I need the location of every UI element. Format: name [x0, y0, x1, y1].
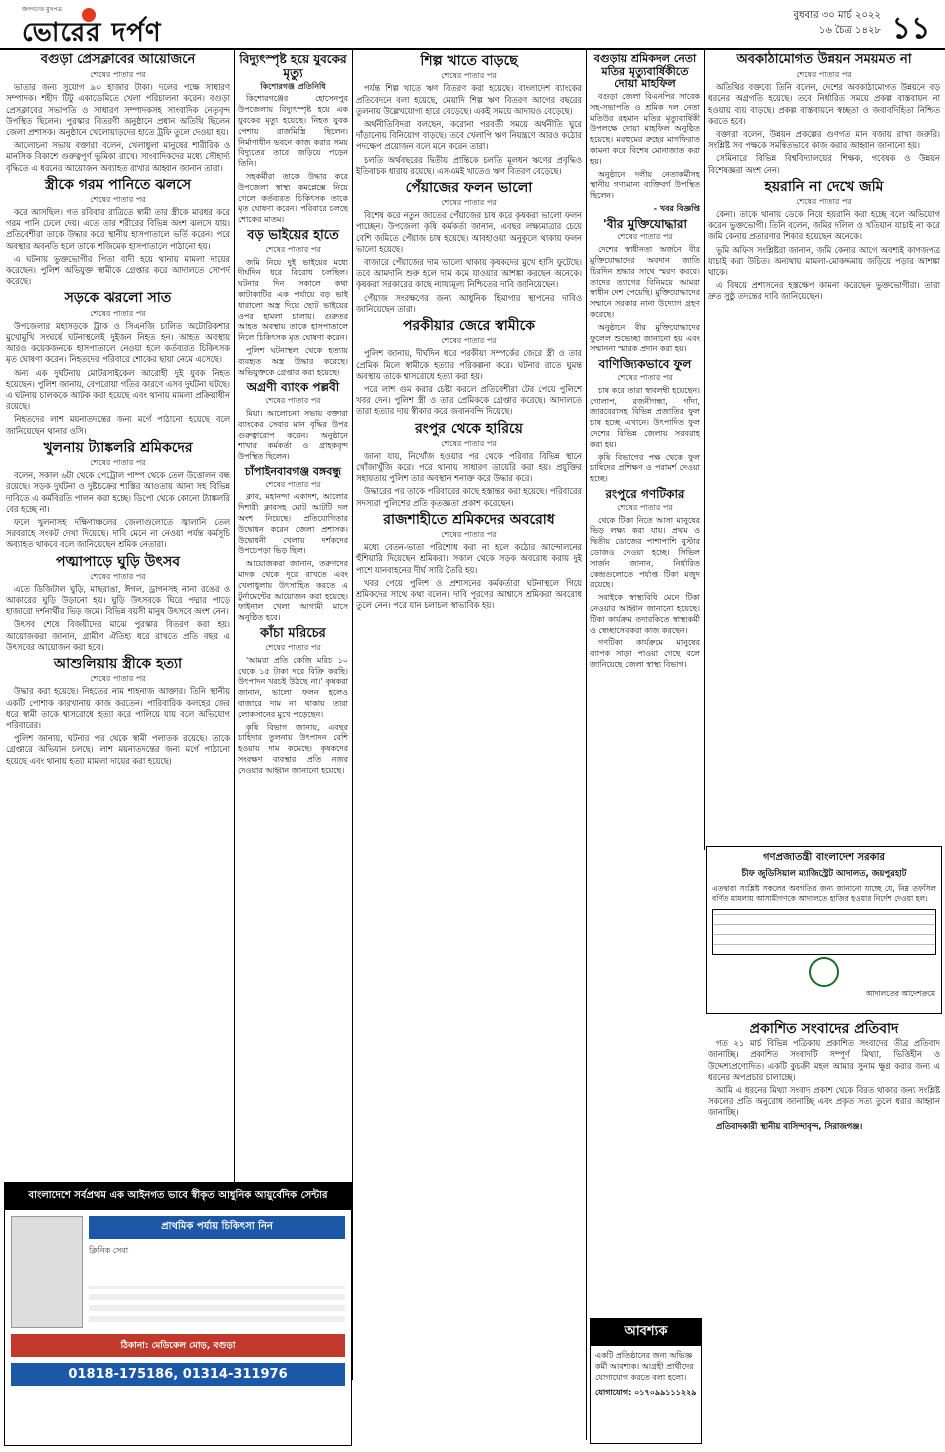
protest-notice — [708, 1018, 940, 1442]
court-notice-table — [712, 909, 936, 955]
headline-chapai-bangabandhu: চাঁপাইনবাবগঞ্জ বঙ্গবন্ধু — [244, 465, 342, 479]
headline-onion-yield: পেঁয়াজের ফলন ভালো — [405, 179, 533, 196]
article-paragraph: পুলিশ ঘটনাস্থল থেকে হত্যায় ব্যবহৃত অস্ত্র উদ্ধার করেছে। অভিযুক্তকে গ্রেপ্তার করা হয়েছে। — [238, 346, 348, 377]
headline-green-chili: কাঁচা মরিচের — [260, 626, 326, 642]
article-paragraph: বাজারে পেঁয়াজের দাম ভালো থাকায় কৃষকদের মুখে হাসি ফুটেছে। তবে আমদানি শুরু হলে দাম কমে যাওয়ার আশঙ্কা করছেন অনেকে। কৃষকরা সরকারের কাছে ন্যায্যমূল্য নিশ্চিতের দাবি জানিয়েছেন। — [356, 257, 582, 290]
page-number: ১১ — [891, 11, 931, 46]
article-paragraph: নিহতদের লাশ ময়নাতদন্তের জন্য মর্গে পাঠানো হয়েছে বলে জানিয়েছেন থানার ওসি। — [6, 414, 230, 436]
date-bengali: ১৬ চৈত্র ১৪২৮ — [818, 25, 881, 36]
headline-khulna-tanklorry: খুলনায় ট্যাঙ্কলরি শ্রমিকদের — [43, 439, 193, 456]
clinic-headline: প্রাথমিক পর্যায় চিকিৎসা নিন — [89, 1216, 345, 1239]
article-paragraph: অতিথির বক্তব্যে তিনি বলেন, দেশের অবকাঠামোগত উন্নয়নে বড় ধরনের অগ্রগতি হয়েছে। তবে নির্ধারিত সময়ে প্রকল্প বাস্তবায়ন না হওয়ায় ব্যয় বাড়ছে। প্রকল্প বাস্তবায়নে স্বচ্ছতা ও জবাবদিহিতা নিশ্চিত করতে হবে। — [708, 82, 940, 126]
article-paragraph: গত ২১ মার্চ বিভিন্ন পত্রিকায় প্রকাশিত সংবাদের তীব্র প্রতিবাদ জানাচ্ছি। প্রকাশিত সংবাদটি সম্পূর্ণ মিথ্যা, ভিত্তিহীন ও উদ্দেশ্যপ্রণোদিত। একটি কুচক্রী মহল আমার সুনাম ক্ষুণ্ণ করার জন্য এ ধরনের অপপ্রচার চালাচ্ছে। — [708, 1038, 940, 1082]
article-paragraph: অনুষ্ঠানে দলীয় নেতাকর্মীসহ স্থানীয় গণ্যমান্য ব্যক্তিবর্গ উপস্থিত ছিলেন। — [590, 169, 700, 201]
article-paragraph: এ বিষয়ে প্রশাসনের হস্তক্ষেপ কামনা করেছেন ভুক্তভোগীরা। তারা দ্রুত সুষ্ঠু তদন্তের দাবি জানিয়েছেন। — [708, 280, 940, 302]
continued-label: শেষের পাতার পর — [265, 642, 321, 652]
article-paragraph: উৎসব শেষে বিজয়ীদের মাঝে পুরস্কার বিতরণ করা হয়। আয়োজকরা জানান, গ্রামীণ ঐতিহ্য ধরে রাখতে প্রতি বছর এ উৎসবের আয়োজন করা হবে। — [6, 619, 230, 652]
article-paragraph: অন্য এক দুর্ঘটনায় মোটরসাইকেল আরোহী দুই যুবক নিহত হয়েছেন। পুলিশ জানায়, বেপরোয়া গতির কারণে এসব দুর্ঘটনা ঘটছে। এ ঘটনায় চালককে আটক করা হয়েছে এবং থানায় মামলা প্রক্রিয়াধীন রয়েছে। — [6, 367, 230, 412]
article-credit: - খবর বিজ্ঞপ্তি — [653, 203, 700, 213]
article-paragraph: ভাতার জন্য সুযোগ ৯০ হাজার টাকা। দলের পক্ষে সাধারণ সম্পাদক। শহীদ টিটু একাডেমিতে খেলা পরিচালনা করেন। বগুড়া প্রেসক্লাবের সভাপতি ও সাধারণ সম্পাদকসহ সাংবাদিক নেতৃবৃন্দ উপস্থিত ছিলেন। পুরস্কার বিতরণী অনুষ্ঠানে প্রধান অতিথি ছিলেন জেলা প্রশাসক। অনুষ্ঠানে খেলোয়াড়দের হাতে ট্রফি তুলে দেওয়া হয়। — [6, 82, 230, 137]
headline-kite-festival: পত্মাপাড়ে ঘুড়ি উৎসব — [55, 553, 181, 570]
newspaper-logo — [22, 6, 192, 46]
article-paragraph: বক্তারা বলেন, উন্নয়ন প্রকল্পের গুণগত মান বজায় রাখা জরুরি। সংশ্লিষ্ট সব পক্ষকে সমন্বিতভাবে কাজ করার আহ্বান জানানো হয়। — [708, 128, 940, 151]
continued-label: শেষের পাতার পর — [90, 457, 146, 467]
article-paragraph: থেকে টিকা নিতে আসা মানুষের ভিড় লক্ষ্য করা যায়। প্রথম ও দ্বিতীয় ডোজের পাশাপাশি বুস্টার ডোজও দেওয়া হচ্ছে। সিভিল সার্জন জানান, নির্ধারিত কেন্দ্রগুলোতে পর্যাপ্ত টিকা মজুদ রয়েছে। — [590, 515, 700, 590]
doctor-photo — [11, 1216, 83, 1328]
article-paragraph: চাষ করে তারা স্বাবলম্বী হয়েছেন। গোলাপ, রজনীগন্ধা, গাঁদা, জারবেরাসহ বিভিন্ন প্রজাতির ফুল চাষ হচ্ছে এখানে। উৎপাদিত ফুল দেশের বিভিন্ন জেলায় সরবরাহ করা হয়। — [590, 385, 700, 449]
wanted-title: আবশ্যক — [591, 1319, 701, 1346]
continued-label: শেষের পাতার পর — [265, 396, 321, 406]
headline-road-accident: সড়কে ঝরলো সাত — [64, 290, 172, 307]
date-gregorian: বুধবার ৩০ মার্চ ২০২২ — [793, 10, 881, 21]
article-paragraph: আমি এ ধরনের মিথ্যা সংবাদ প্রকাশ থেকে বিরত থাকার জন্য সংশ্লিষ্ট সকলের প্রতি অনুরোধ জানাচ্ছি এবং প্রকৃত সত্য তুলে ধরার আহ্বান জানাচ্ছি। — [708, 1084, 940, 1118]
continued-label: শেষের পাতার পর — [90, 571, 146, 581]
headline-elder-brother: বড় ভাইয়ের হাতে — [247, 227, 339, 243]
article-paragraph: বগুড়া জেলা বিএনপির সাবেক সহ-সভাপতি ও শ্রমিক দল নেতা মতিউর রহমান মতির মৃত্যুবার্ষিকী উপলক্ষে দোয়া মাহফিল অনুষ্ঠিত হয়েছে। মরহুমের রুহের মাগফিরাত কামনা করে বিশেষ মোনাজাত করা হয়। — [590, 91, 700, 166]
headline-rajshahi-blockade: রাজশাহীতে শ্রমিকদের অবরোধ — [383, 511, 555, 528]
article-paragraph: সবাইকে স্বাস্থ্যবিধি মেনে টিকা নেওয়ার আহ্বান জানানো হয়েছে। টিকা কার্যক্রম তদারকিতে স্বাস্থ্যকর্মী ও স্বেচ্ছাসেবকরা কাজ করছেন। — [590, 593, 700, 635]
headline-protest: প্রকাশিত সংবাদের প্রতিবাদ — [749, 1021, 899, 1037]
continued-label: শেষের পাতার পর — [441, 438, 497, 448]
continued-label: শেষের পাতার পর — [441, 336, 497, 346]
masthead — [0, 0, 945, 50]
continued-label: শেষের পাতার পর — [796, 69, 852, 79]
article-paragraph: এতে ডিজিটাল ঘুড়ি, মাছরাঙা, ঈগল, ড্রাগনসহ নানা রঙের ও আকারের ঘুড়ি উড়ানো হয়। ঘুড়ি উৎসবকে ঘিরে পদ্মার পাড়ে হাজারো দর্শনার্থীর ভিড় জমে। বিভিন্ন বয়সী মানুষ উৎসবে অংশ নেন। — [6, 583, 230, 617]
court-notice-footer: আদালতের আদেশক্রমে — [865, 989, 935, 998]
continued-label: শেষের পাতার পর — [265, 244, 321, 254]
continued-label: শেষের পাতার পর — [796, 196, 852, 206]
article-paragraph: অনুষ্ঠানে বীর মুক্তিযোদ্ধাদের ফুলেল শুভেচ্ছা জানানো হয় এবং সম্মাননা স্মারক প্রদান করা হয়। — [590, 322, 700, 354]
court-notice-body: এতদ্বারা সংশ্লিষ্ট সকলের অবগতির জন্য জানানো যাচ্ছে যে, নিম্ন তফসিল বর্ণিত মামলায় আসামীগণকে আদালতে হাজির হওয়ার নির্দেশ দেওয়া হল। — [712, 884, 936, 903]
headline-freedom-fighters: 'বীর মুক্তিযোদ্ধারা — [603, 216, 687, 231]
article-paragraph: সহকর্মীরা তাকে উদ্ধার করে উপজেলা স্বাস্থ্য কমপ্লেক্সে নিয়ে গেলে কর্তব্যরত চিকিৎসক তাকে মৃত ঘোষণা করেন। পরিবারে চলছে শোকের মাতম। — [238, 171, 348, 225]
headline-extramarital: পরকীয়ার জেরে স্বামীকে — [402, 318, 536, 335]
article-paragraph: আয়োজকরা জানান, তরুণদের মাদক থেকে দূরে রাখতে এবং খেলাধুলায় উৎসাহিত করতে এ টুর্নামেন্টের আয়োজন করা হয়েছে। ফাইনাল খেলা আগামী মাসে অনুষ্ঠিত হবে। — [238, 559, 348, 623]
headline-commercial-flower: বাণিজ্যিকভাবে ফুল — [598, 357, 692, 372]
court-notice — [706, 846, 942, 1014]
column-4 — [590, 50, 700, 1440]
article-paragraph: পুলিশ জানায়, দীর্ঘদিন ধরে পরকীয়া সম্পর্কের জেরে স্ত্রী ও তার প্রেমিক মিলে স্বামীকে হত্যার পরিকল্পনা করে। ঘটনার রাতে ঘুমন্ত অবস্থায় তাকে শ্বাসরোধে হত্যা করা হয়। — [356, 348, 582, 381]
article-paragraph: উপজেলার মহাসড়কে ট্রাক ও সিএনজি চালিত অটোরিকশার মুখোমুখি সংঘর্ষে ঘটনাস্থলেই দুইজন নিহত হন। আহত অবস্থায় আরও কয়েকজনকে হাসপাতালে নেওয়া হলে কর্তব্যরত চিকিৎসক মৃত ঘোষণা করেন। নিহতদের পরিবারে শোকের ছায়া নেমে এসেছে। — [6, 320, 230, 365]
continued-label: শেষের পাতার পর — [441, 71, 497, 81]
column-3 — [356, 50, 582, 1440]
article-paragraph: অর্থনীতিবিদরা বলছেন, করোনা পরবর্তী সময়ে অর্থনীতি ঘুরে দাঁড়ানোয় বিনিয়োগ বাড়ছে। তবে খেলাপি ঋণ নিয়ন্ত্রণে আরও কঠোর পদক্ষেপ প্রয়োজন বলে মনে করেন তারা। — [356, 118, 582, 152]
continued-label: শেষের পাতার পর — [617, 373, 673, 383]
column-2 — [238, 50, 348, 1180]
article-paragraph: প্রতিবাদকারী স্থানীয় বাসিন্দাবৃন্দ, সিরাজগঞ্জ। — [716, 1120, 863, 1131]
article-paragraph: কৃষি বিভাগ জানায়, এবছর চাহিদার তুলনায় উৎপাদন বেশি হওয়ায় দাম কমেছে। কৃষকদের সংরক্ষণ ব্যবস্থার প্রতি নজর দেওয়ার আহ্বান জানানো হয়েছে। — [238, 722, 348, 775]
logo-text: ভোরের দর্পণ — [22, 18, 162, 48]
headline-land-harassment: হয়রানি না দেখে জমি — [764, 178, 884, 195]
wanted-advertisement — [590, 1318, 702, 1444]
article-paragraph: উদ্ধারের পর তাকে পরিবারের কাছে হস্তান্তর করা হয়েছে। পরিবারের সদস্যরা পুলিশের প্রতি কৃতজ্ঞতা প্রকাশ করেছেন। — [356, 486, 582, 508]
wanted-contact: যোগাযোগ: ০১৭০৯৯১১১২২৯ — [595, 1388, 697, 1397]
continued-label: শেষের পাতার পর — [441, 529, 497, 539]
dateline — [793, 8, 881, 38]
continued-label: শেষের পাতার পর — [90, 308, 146, 318]
article-paragraph: বিশেষ করে নতুন জাতের পেঁয়াজের চাষ করে কৃষকরা ভালো ফলন পাচ্ছেন। উপজেলা কৃষি কর্মকর্তা জানান, এবছর লক্ষ্যমাত্রার চেয়ে বেশি জমিতে পেঁয়াজ চাষ হয়েছে। আবহাওয়া অনুকূলে থাকায় ফলন ভালো হয়েছে। — [356, 210, 582, 254]
wanted-body: একটি প্রতিষ্ঠানের জন্য অভিজ্ঞ কর্মী আবশ্যক। আগ্রহী প্রার্থীদের যোগাযোগ করতে বলা হলো। — [595, 1351, 694, 1382]
continued-label: শেষের পাতার পর — [265, 479, 321, 489]
headline-ashulia-murder: আশুলিয়ায় স্ত্রীকে হত্যা — [53, 656, 183, 673]
clinic-banner: বাংলাদেশে সর্বপ্রথম এক আইনগত ভাবে স্বীকৃত আধুনিক আয়ুর্বেদিক সেন্টার — [5, 1183, 351, 1210]
headline-doa-mahfil: বগুড়ায় শ্রমিকদল নেতা মতির মৃত্যুবার্ষিকীতে দোয়া মাহফিল — [593, 52, 697, 91]
court-notice-title: গণপ্রজাতন্ত্রী বাংলাদেশ সরকার — [763, 852, 885, 863]
article-paragraph: করে আসছিল। গত রবিবার রাত্রিতে স্বামী তার স্ত্রীকে মারধর করে গরম পানি ঢেলে দেয়। এতে তার শরীরের বিভিন্ন অংশ ঝলসে যায়। প্রতিবেশীরা তাকে উদ্ধার করে স্থানীয় হাসপাতালে ভর্তি করেন। পরে অবস্থার অবনতি হলে তাকে শজিমেক হাসপাতালে পাঠানো হয়। — [6, 207, 230, 251]
column-1 — [6, 50, 230, 1380]
article-paragraph: গণটিকা কার্যক্রমে মানুষের ব্যাপক সাড়া পাওয়া গেছে বলে জানিয়েছে জেলা স্বাস্থ্য বিভাগ। — [590, 638, 700, 669]
article-paragraph: পেঁয়াজ সংরক্ষণের জন্য আধুনিক হিমাগার স্থাপনের দাবিও জানিয়েছেন তারা। — [356, 292, 582, 314]
article-paragraph: আলোচনা সভায় বক্তারা বলেন, খেলাধুলা মানুষের শারীরিক ও মানসিক বিকাশে গুরুত্বপূর্ণ ভূমিকা রাখে। সাংবাদিকদের মধ্যে সৌহার্দ্য বৃদ্ধিতে এ ধরনের আয়োজন অব্যাহত রাখার আহ্বান জানান তারা। — [6, 140, 230, 173]
continued-label: শেষের পাতার পর — [90, 69, 146, 79]
column-5 — [708, 50, 940, 840]
article-paragraph: জমি নিয়ে দুই ভাইয়ের মধ্যে দীর্ঘদিন ধরে বিরোধ চলছিল। ঘটনার দিন সকালে কথা কাটাকাটির এক পর্যায়ে বড় ভাই ধারালো অস্ত্র দিয়ে ছোট ভাইয়ের ওপর হামলা চালায়। গুরুতর আহত অবস্থায় তাকে হাসপাতালে নিলে চিকিৎসক মৃত ঘোষণা করেন। — [238, 257, 348, 343]
clinic-address: ঠিকানা: মেডিকেল মোড়, বগুড়া — [11, 1334, 345, 1357]
clinic-price: ক্লিনিক সেবা — [89, 1246, 129, 1255]
headline-wife-hot-water: স্ত্রীকে গরম পানিতে ঝলসে — [44, 176, 192, 193]
headline-agrani-bank: অগ্রণী ব্যাংক পল্লবী — [246, 380, 340, 395]
continued-label: শেষের পাতার পর — [90, 194, 146, 204]
article-paragraph: এ ঘটনায় ভুক্তভোগীর পিতা বাদী হয়ে থানায় মামলা দায়ের করেছেন। পুলিশ অভিযুক্ত স্বামীকে গ্রেপ্তার করে আদালতে সোপর্দ করেছে। — [6, 253, 230, 287]
article-paragraph: বলেন, সকাল ৬টা থেকে পেট্রোল পাম্প থেকে তেল উত্তোলন বন্ধ রয়েছে। সড়ক দুর্ঘটনা ও দুষ্টচক্রের শাস্তির আওতায় আনা সহ বিভিন্ন দাবিতে এ কর্মবিরতি পালন করা হচ্ছে। ডিপো থেকে কোনো ট্যাঙ্কলরি বের হচ্ছে না। — [6, 470, 230, 514]
article-paragraph: মিয়া। আলোচনা সভায় বক্তারা ব্যাংকের সেবার মান বৃদ্ধির উপর গুরুত্বারোপ করেন। অনুষ্ঠানে শাখার কর্মকর্তা ও গ্রাহকবৃন্দ উপস্থিত ছিলেন। — [238, 409, 348, 462]
article-paragraph: পর্যন্ত শিল্প খাতে ঋণ বিতরণ করা হয়েছে। বাংলাদেশ ব্যাংকের প্রতিবেদনে বলা হয়েছে, মেয়াদি শিল্প ঋণ বিতরণ আগের বছরের তুলনায় উল্লেখযোগ্য হারে বেড়েছে। একই সময়ে আদায়ও বেড়েছে। — [356, 83, 582, 116]
clinic-phone: 01818-175186, 01314-311976 — [11, 1363, 345, 1386]
article-paragraph: উদ্ধার করা হয়েছে। নিহতের নাম শাহনাজ আক্তার। তিনি স্থানীয় একটি পোশাক কারখানায় কাজ করতেন। পারিবারিক কলহের জের ধরে স্বামী তাকে শ্বাসরোধে হত্যা করে পালিয়ে যায় বলে অভিযোগ পরিবারের। — [6, 686, 230, 730]
byline: কিশোরগঞ্জ প্রতিনিধি — [260, 81, 326, 91]
continued-label: শেষের পাতার পর — [90, 674, 146, 684]
headline-rangpur-missing: রংপুর থেকে হারিয়ে — [415, 420, 523, 437]
article-paragraph: পুলিশ জানায়, ঘটনার পর থেকে স্বামী পলাতক রয়েছে। তাকে গ্রেপ্তারে অভিযান চলছে। লাশ ময়নাতদন্তের জন্য মর্গে পাঠানো হয়েছে এবং থানায় হত্যা মামলা দায়ের করা হয়েছে। — [6, 733, 230, 766]
headline-rangpur-vaccine: রংপুরে গণটিকার — [605, 487, 685, 502]
court-notice-subtitle: চীফ জুডিসিয়াল ম্যাজিস্ট্রেট আদালত, জয়পুরহাট — [741, 869, 907, 879]
article-paragraph: দেশের স্বাধীনতা অর্জনে বীর মুক্তিযোদ্ধাদের অবদান জাতি চিরদিন শ্রদ্ধার সাথে স্মরণ করবে। তাদের ত্যাগের বিনিময়ে আমরা স্বাধীন দেশ পেয়েছি। মুক্তিযোদ্ধাদের সম্মানে সরকার নানা উদ্যোগ গ্রহণ করেছে। — [590, 245, 700, 320]
article-paragraph: কেনা। তাকে থানায় ডেকে নিয়ে হয়রানি করা হচ্ছে বলে অভিযোগ করেন ভুক্তভোগী। তিনি বলেন, জমির দলিল ও খতিয়ান যাচাই না করে জমি কেনায় প্রতারণার শিকার হয়েছেন অনেকে। — [708, 209, 940, 242]
article-paragraph: ক্লাব, মহানন্দা একাদশ, আলোর দিশারী ক্লাবসহ মোট আটটি দল অংশ নিয়েছে। প্রতিযোগিতার উদ্বোধন করেন জেলা প্রশাসক। উদ্বোধনী খেলায় দর্শকদের উপচেপড়া ভিড় ছিল। — [238, 492, 348, 556]
article-paragraph: চলতি অর্থবছরের দ্বিতীয় প্রান্তিকে চলতি মূলধন ঋণের প্রবৃদ্ধিও ইতিবাচক ধারায় রয়েছে। এসএমই খাতেও ঋণ বিতরণ বেড়েছে। — [356, 154, 582, 176]
article-paragraph: ভূমি অফিস সংশ্লিষ্টরা জানান, জমি কেনার আগে অবশ্যই কাগজপত্র যাচাই করা উচিত। অন্যথায় মামলা-মোকদ্দমায় জড়িয়ে পড়ার আশঙ্কা থাকে। — [708, 244, 940, 278]
article-paragraph: পরে লাশ গুম করার চেষ্টা করলে প্রতিবেশীরা টের পেয়ে পুলিশে খবর দেন। পুলিশ স্ত্রী ও তার প্রেমিককে গ্রেপ্তার করেছে। আদালতে তারা হত্যার দায় স্বীকার করে জবানবন্দি দিয়েছে। — [356, 383, 582, 417]
logo-tagline: জনগণের মুখপত্র — [22, 6, 62, 13]
article-paragraph: 'আমরা প্রতি কেজি মরিচ ১০ থেকে ১৫ টাকা দরে বিক্রি করছি। উৎপাদন খরচই উঠছে না।' কৃষকরা জানান, ভালো ফলন হলেও বাজারে দাম না থাকায় তারা লোকসানের মুখে পড়েছেন। — [238, 655, 348, 719]
clinic-advertisement — [4, 1182, 352, 1446]
article-paragraph: খবর পেয়ে পুলিশ ও প্রশাসনের কর্মকর্তারা ঘটনাস্থলে গিয়ে শ্রমিকদের সাথে কথা বলেন। দাবি পূরণের আশ্বাসে শ্রমিকরা অবরোধ তুলে নেন। পরে যান চলাচল স্বাভাবিক হয়। — [356, 577, 582, 611]
court-seal-icon — [809, 957, 839, 987]
headline-electrocution: বিদ্যুৎস্পৃষ্ট হয়ে যুবকের মৃত্যু — [239, 52, 347, 80]
headline-industry-loan: শিল্প খাতে বাড়ছে — [420, 53, 518, 69]
continued-label: শেষের পাতার পর — [617, 502, 673, 512]
continued-label: শেষের পাতার পর — [441, 198, 497, 208]
headline-infrastructure: অবকাঠামোগত উন্নয়ন সময়মত না — [736, 52, 912, 67]
article-paragraph: সেমিনারে বিভিন্ন বিশ্ববিদ্যালয়ের শিক্ষক, গবেষক ও উন্নয়ন বিশেষজ্ঞরা অংশ নেন। — [708, 153, 940, 175]
article-paragraph: কিশোরগঞ্জের হোসেনপুর উপজেলায় বিদ্যুৎস্পৃষ্ট হয়ে এক যুবকের মৃত্যু হয়েছে। নিহত যুবক পেশায় রাজমিস্ত্রি ছিলেন। নির্মাণাধীন ভবনে কাজ করার সময় বিদ্যুতের তারে জড়িয়ে পড়েন তিনি। — [238, 94, 348, 169]
article-paragraph: ফলে খুলনাসহ দক্ষিণাঞ্চলের জেলাগুলোতে জ্বালানি তেল সরবরাহে সংকট দেখা দিয়েছে। দাবি মেনে না নেওয়া পর্যন্ত কর্মসূচি অব্যাহত থাকবে বলে জানিয়েছেন শ্রমিক নেতারা। — [6, 516, 230, 550]
headline-bogura-pressclub: বগুড়া প্রেসক্লাবের আয়োজনে — [40, 52, 196, 67]
article-paragraph: জানা যায়, নিখোঁজ হওয়ার পর থেকে পরিবার বিভিন্ন স্থানে খোঁজাখুঁজি করে। পরে থানায় সাধারণ ডায়েরি করা হয়। প্রযুক্তির সহায়তায় পুলিশ তার অবস্থান শনাক্ত করে উদ্ধার করে। — [356, 450, 582, 484]
article-paragraph: মধ্যে বেতন-ভাতা পরিশোধ করা না হলে কঠোর আন্দোলনের হুঁশিয়ারি দিয়েছেন শ্রমিকরা। সকাল থেকে সড়ক অবরোধ করায় দুই পাশে যানবাহনের দীর্ঘ সারি তৈরি হয়। — [356, 542, 582, 575]
clinic-text-block — [89, 1286, 345, 1322]
article-paragraph: কৃষি বিভাগের পক্ষ থেকে ফুল চাষিদের প্রশিক্ষণ ও পরামর্শ দেওয়া হচ্ছে। — [590, 452, 700, 484]
continued-label: শেষের পাতার পর — [617, 232, 673, 242]
